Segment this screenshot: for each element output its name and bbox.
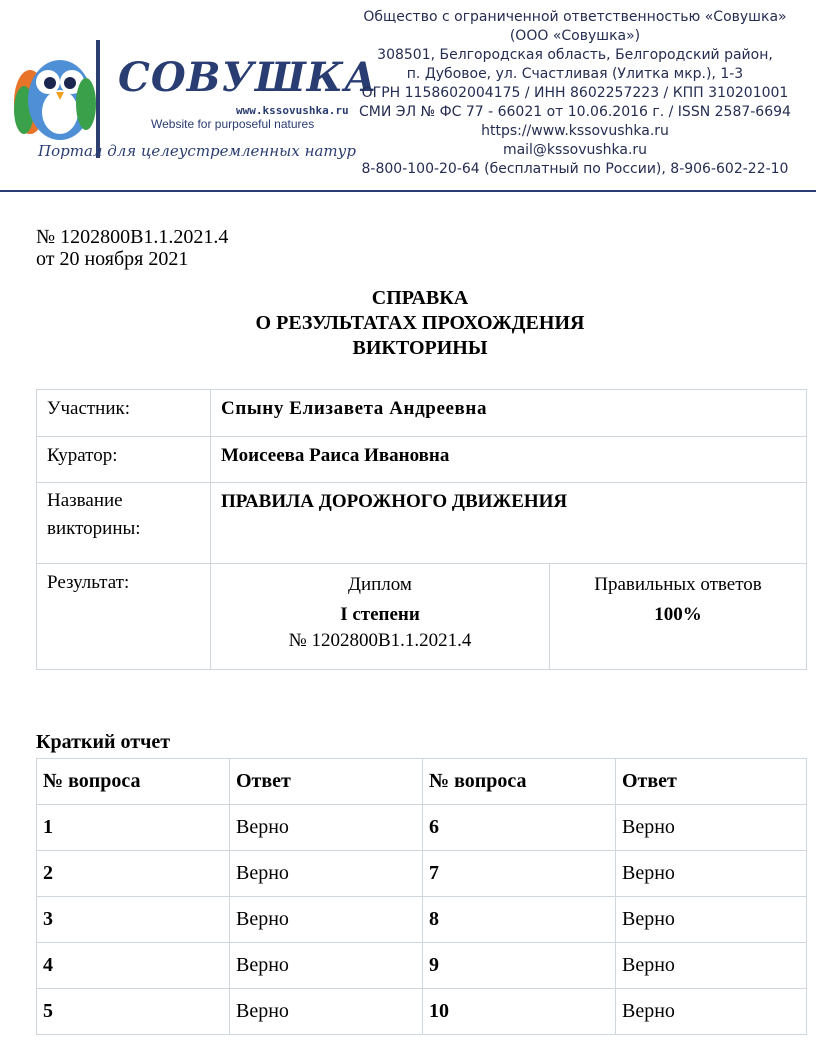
diploma-cell: [211, 564, 550, 670]
result-row: [37, 564, 807, 670]
document-date: от 20 ноября 2021: [36, 248, 189, 270]
org-line: СМИ ЭЛ № ФС 77 - 66021 от 10.06.2016 г. / ISSN 2587-6694: [359, 104, 791, 120]
answer: Верно: [230, 851, 423, 897]
question-number: 5: [37, 989, 230, 1035]
document-title: [0, 286, 816, 361]
answer: Верно: [230, 989, 423, 1035]
table-row: [37, 851, 807, 897]
organization-info: [340, 8, 810, 179]
answer: Верно: [230, 897, 423, 943]
question-number: 1: [37, 805, 230, 851]
org-line: ОГРН 1158602004175 / ИНН 8602257223 / КПП 310201001: [361, 85, 789, 101]
owl-logo-icon: [10, 40, 106, 150]
org-phone: 8-800-100-20-64 (бесплатный по России), 8-906-602-22-10: [361, 161, 789, 177]
table-row: [37, 943, 807, 989]
org-email-link[interactable]: mail@kssovushka.ru: [502, 142, 648, 158]
question-number: 2: [37, 851, 230, 897]
header-divider: [0, 190, 816, 192]
question-number: 9: [423, 943, 616, 989]
quiz-label: [37, 483, 211, 564]
title-line: СПРАВКА: [371, 287, 469, 309]
report-header-row: [37, 759, 807, 805]
correct-answers-value: 100%: [654, 604, 702, 625]
org-line: 308501, Белгородская область, Белгородский район,: [377, 47, 773, 63]
question-number: 10: [423, 989, 616, 1035]
correct-answers-cell: [550, 564, 807, 670]
diploma-number: № 1202800В1.1.2021.4: [288, 630, 472, 651]
column-header: № вопроса: [423, 759, 616, 805]
quiz-label-line: викторины:: [47, 518, 141, 539]
document-number: № 1202800В1.1.2021.4: [36, 226, 229, 248]
letterhead: [0, 0, 816, 200]
quiz-row: [37, 483, 807, 564]
report-table: [36, 758, 807, 1035]
quiz-name: ПРАВИЛА ДОРОЖНОГО ДВИЖЕНИЯ: [211, 483, 807, 564]
question-number: 3: [37, 897, 230, 943]
answer: Верно: [616, 943, 807, 989]
participant-name: Спыну Елизавета Андреевна: [211, 390, 807, 437]
brand-tagline-en: Website for purposeful natures: [151, 117, 315, 131]
curator-row: [37, 437, 807, 483]
table-row: [37, 989, 807, 1035]
title-line: О РЕЗУЛЬТАТАХ ПРОХОЖДЕНИЯ: [255, 312, 585, 334]
brand-name: СОВУШКА: [118, 54, 378, 101]
result-label: Результат:: [37, 564, 211, 670]
correct-answers-label: Правильных ответов: [594, 574, 762, 595]
org-line: п. Дубовое, ул. Счастливая (Улитка мкр.), 1-3: [406, 66, 744, 82]
org-line: Общество с ограниченной ответственностью «Совушка»: [363, 9, 787, 25]
table-row: [37, 897, 807, 943]
report-title: Краткий отчет: [36, 731, 171, 753]
answer: Верно: [230, 805, 423, 851]
participant-info-table: [36, 389, 807, 670]
answer: Верно: [616, 805, 807, 851]
question-number: 6: [423, 805, 616, 851]
participant-row: [37, 390, 807, 437]
diploma-label: Диплом: [348, 574, 412, 595]
answer: Верно: [616, 989, 807, 1035]
answer: Верно: [616, 897, 807, 943]
answer: Верно: [616, 851, 807, 897]
column-header: Ответ: [616, 759, 807, 805]
brand-url: www.kssovushka.ru: [236, 104, 349, 117]
quiz-label-line: Название: [47, 490, 123, 511]
curator-name: Моисеева Раиса Ивановна: [211, 437, 807, 483]
diploma-degree: I степени: [340, 604, 420, 625]
title-line: ВИКТОРИНЫ: [352, 337, 488, 359]
question-number: 7: [423, 851, 616, 897]
participant-label: Участник:: [37, 390, 211, 437]
question-number: 4: [37, 943, 230, 989]
org-website-link[interactable]: https://www.kssovushka.ru: [481, 123, 669, 139]
brand-tagline-ru: Портал для целеустремленных натур: [38, 142, 356, 160]
column-header: Ответ: [230, 759, 423, 805]
curator-label: Куратор:: [37, 437, 211, 483]
answer: Верно: [230, 943, 423, 989]
table-row: [37, 805, 807, 851]
column-header: № вопроса: [37, 759, 230, 805]
org-line: (ООО «Совушка»): [509, 28, 641, 44]
question-number: 8: [423, 897, 616, 943]
brand-divider: [96, 40, 100, 158]
